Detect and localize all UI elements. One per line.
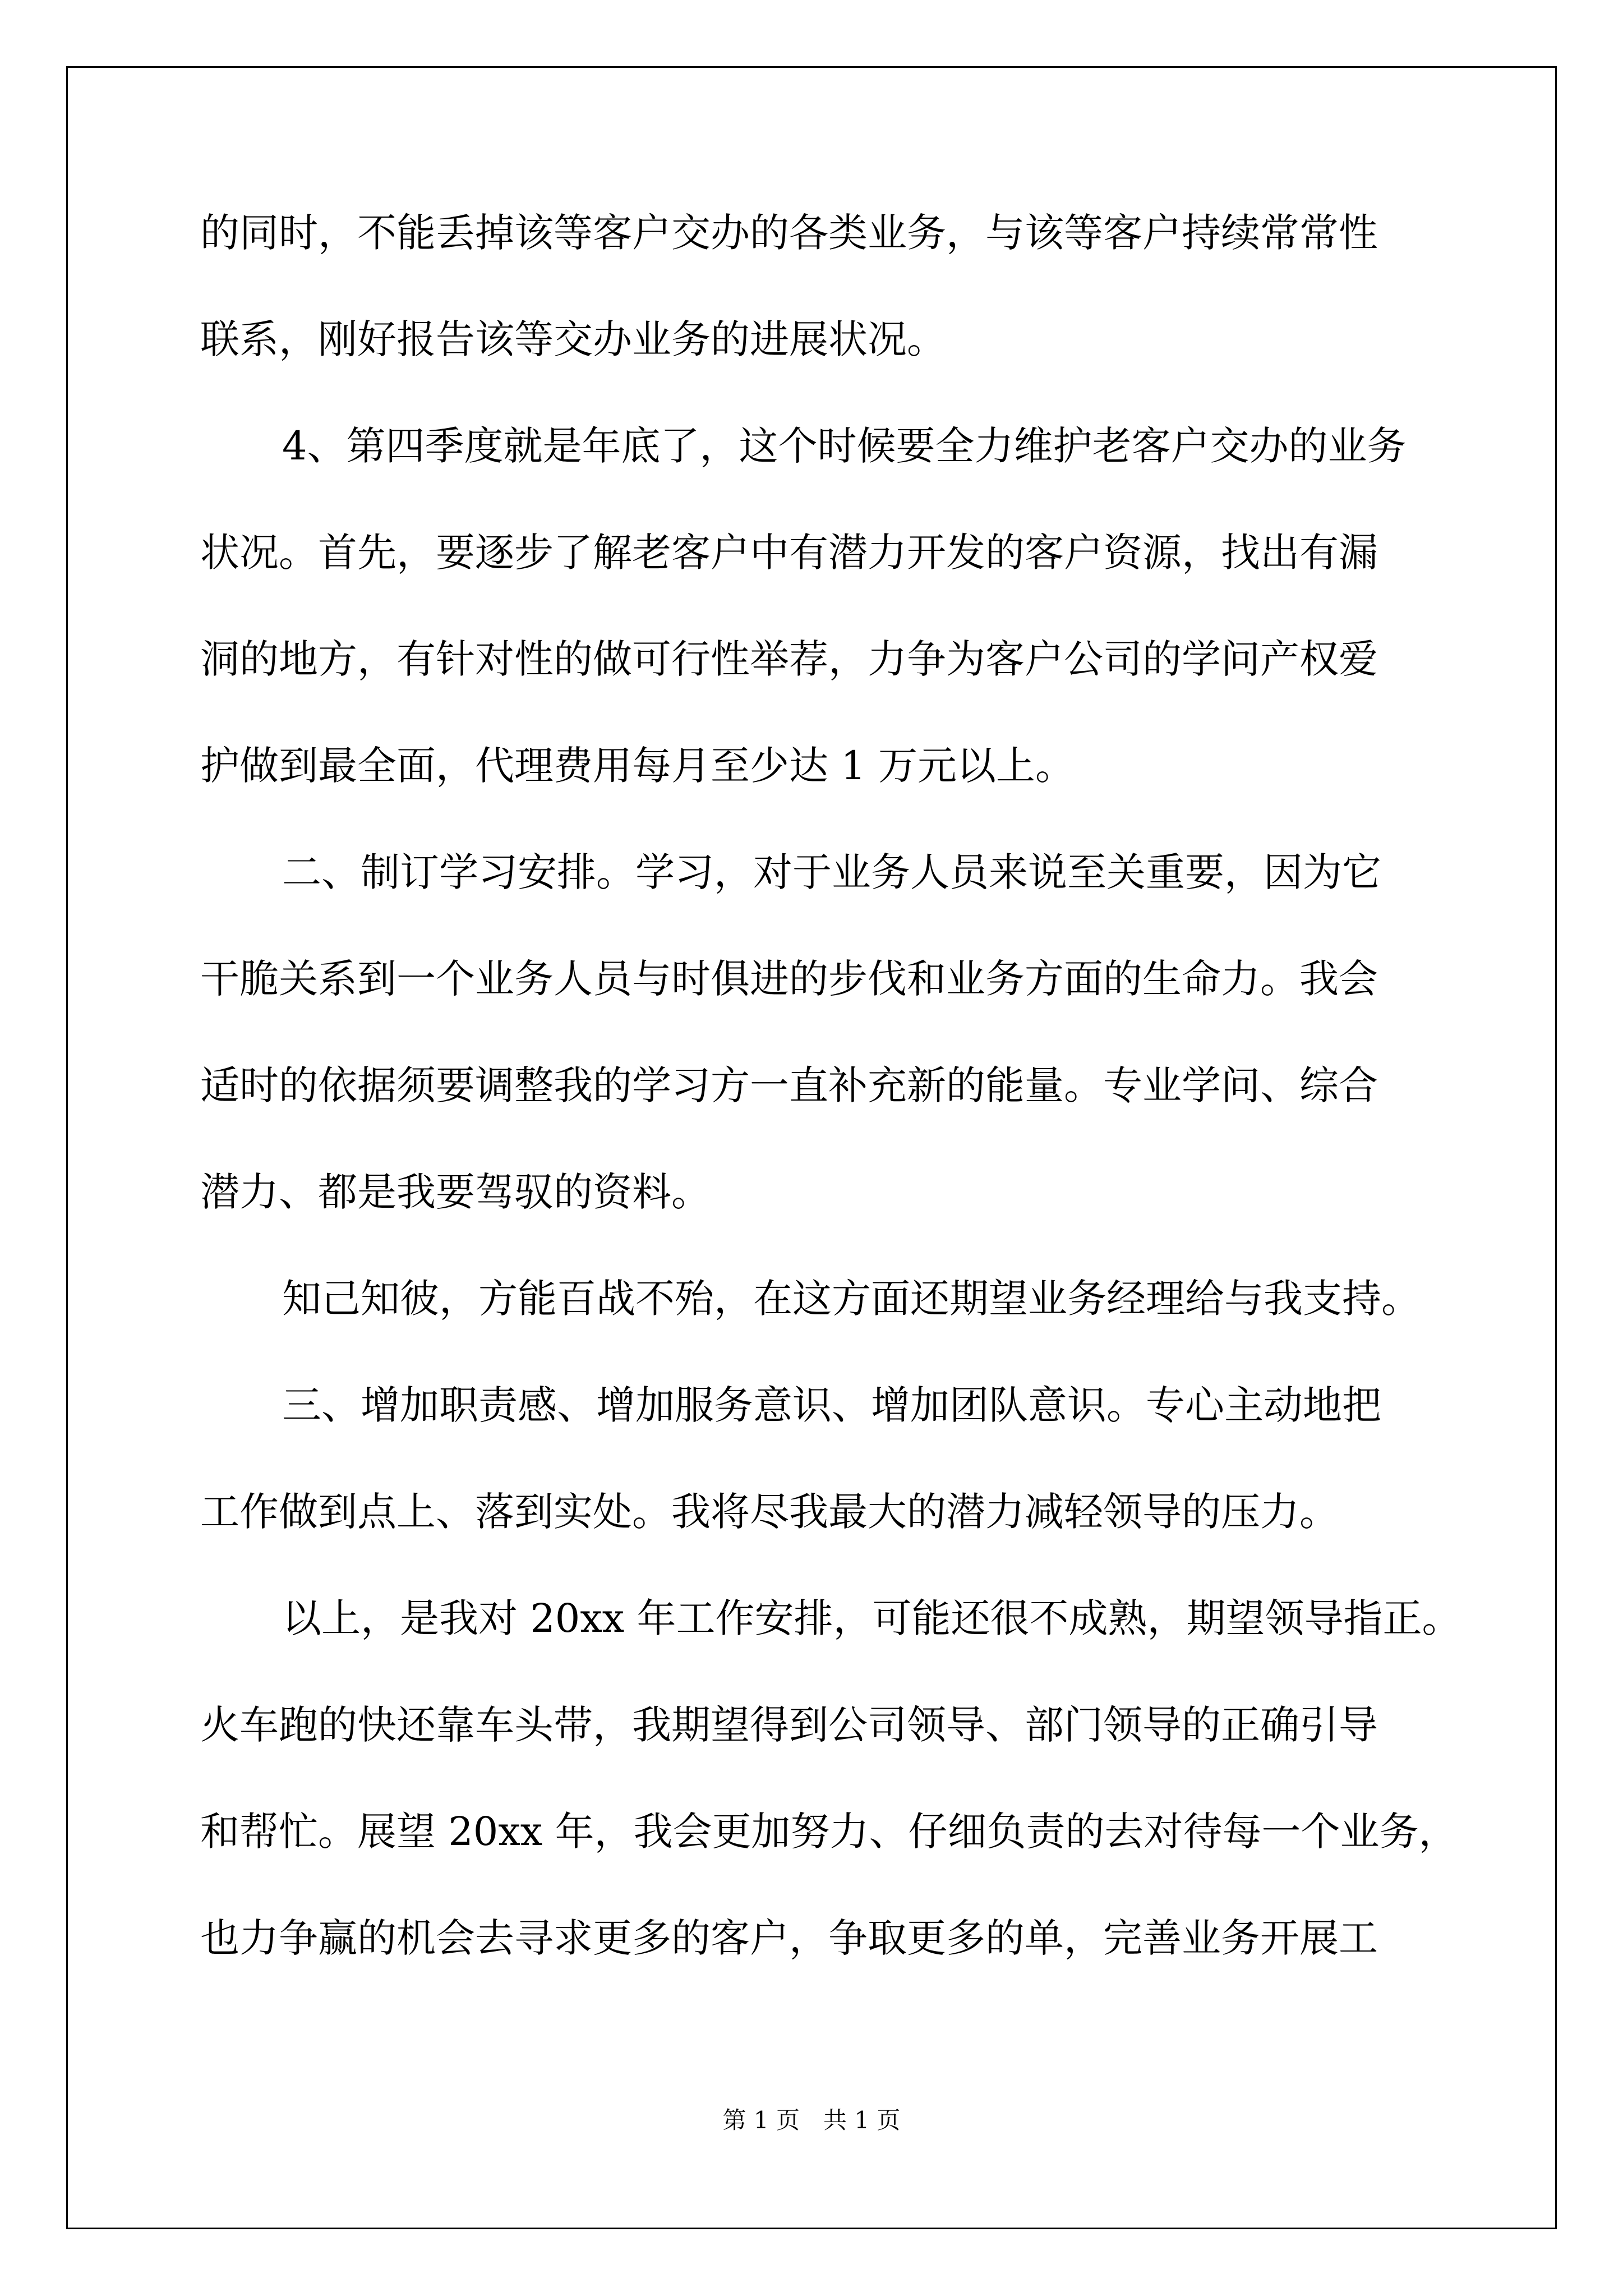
text-line: 三、增加职责感、增加服务意识、增加团队意识。专心主动地把 xyxy=(282,1382,1381,1428)
text-line: 洞的地方，有针对性的做可行性举荐，力争为客户公司的学问产权爱 xyxy=(200,636,1378,682)
text-line: 工作做到点上、落到实处。我将尽我最大的潜力减轻领导的压力。 xyxy=(200,1489,1339,1535)
text-line: 和帮忙。展望 20xx 年，我会更加努力、仔细负责的去对待每一个业务， xyxy=(200,1809,1458,1855)
text-line: 知己知彼，方能百战不殆，在这方面还期望业务经理给与我支持。 xyxy=(282,1276,1421,1322)
text-line: 状况。首先，要逐步了解老客户中有潜力开发的客户资源，找出有漏 xyxy=(200,530,1378,576)
text-line: 潜力、都是我要驾驭的资料。 xyxy=(200,1169,711,1215)
text-line: 干脆关系到一个业务人员与时俱进的步伐和业务方面的生命力。我会 xyxy=(200,956,1378,1002)
text-line: 火车跑的快还靠车头带，我期望得到公司领导、部门领导的正确引导 xyxy=(200,1702,1378,1748)
text-line: 的同时，不能丢掉该等客户交办的各类业务，与该等客户持续常常性 xyxy=(200,210,1378,256)
text-line: 护做到最全面，代理费用每月至少达 1 万元以上。 xyxy=(200,743,1075,789)
text-line: 也力争赢的机会去寻求更多的客户，争取更多的单，完善业务开展工 xyxy=(200,1915,1378,1961)
text-line: 二、制订学习安排。学习，对于业务人员来说至关重要，因为它 xyxy=(282,849,1381,895)
page-border xyxy=(66,66,1557,2229)
text-line: 适时的依据须要调整我的学习方一直补充新的能量。专业学问、综合 xyxy=(200,1062,1378,1108)
page-number-footer: 第 1 页 共 1 页 xyxy=(722,2106,901,2134)
text-line: 联系，刚好报告该等交办业务的进展状况。 xyxy=(200,316,946,362)
text-line: 以上，是我对 20xx 年工作安排，可能还很不成熟，期望领导指正。 xyxy=(282,1595,1461,1641)
text-line: 4、第四季度就是年底了，这个时候要全力维护老客户交办的业务 xyxy=(282,423,1407,469)
